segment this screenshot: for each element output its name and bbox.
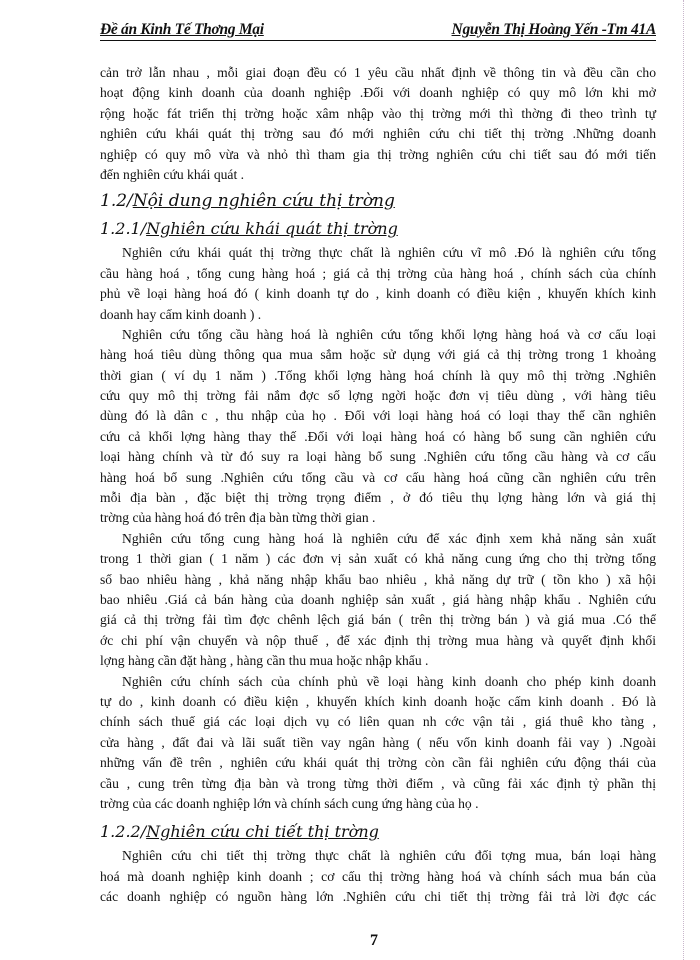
text-line: những vấn đề trên , nghiên cứu khái quát thị trờng còn cần fải nghiên cứu động thái của (100, 755, 656, 771)
text-line: trong 1 thời gian ( 1 năm ) các đơn vị sản xuất có khả năng cung ứng cho thị trờng tổng (100, 551, 656, 567)
text-line: cầu , cung trên từng địa bàn và trong từng thời điểm , và cũng fải xác định tỷ phần thị (100, 775, 656, 791)
heading-1-2-2 (100, 818, 656, 846)
text-line: bao nhiêu .Giá cả bán hàng của doanh nghiệp sản xuất , giá hàng nhập khẩu . Nghiên cứu (100, 591, 656, 607)
text-line: cứu quy mô thị trờng fải nắm đợc số lợng ngời hoặc đơn vị tiêu dùng , với hàng tiêu (100, 388, 656, 404)
text-line: giá cả thị trờng fải tìm đợc chênh lệch giá bán ( trên thị trờng bán ) và giá mua .Có thể (100, 612, 656, 628)
text-line: chính sách thuế giá các loại dịch vụ có liên quan nh cớc vận tải , giá thuê kho tàng , (100, 714, 656, 730)
text-line: phủ về loại hàng hoá đó ( kinh doanh tự do , kinh doanh có điều kiện , khuyến khích kinh (100, 286, 656, 302)
heading-title: Nghiên cứu khái quát thị trờng (146, 219, 398, 239)
paragraph (100, 325, 656, 529)
text-line: Nghiên cứu chi tiết thị trờng thực chất là nghiên cứu đối tợng mua, bán loại hàng (122, 848, 656, 864)
paragraph-intro (100, 63, 656, 185)
heading-number: 1.2.1/ (100, 219, 147, 239)
heading-1-2 (100, 187, 656, 215)
text-line: Nghiên cứu tổng cầu hàng hoá là nghiên cứu tổng khối lợng hàng hoá và cơ cấu loại (122, 326, 656, 342)
text-line: loại hàng chính và từ đó suy ra loại hàng bổ sung .Nghiên cứu tổng cầu hàng và cơ cấu (100, 449, 656, 465)
text-line: cửa hàng , đất đai và lãi suất tiền vay ngân hàng ( nếu vốn kinh doanh fải vay ) .Ngoài (100, 734, 656, 750)
paragraph (100, 672, 656, 815)
text-line: cứu cả khối lợng hàng thay thế .Đối với loại hàng hoá có hàng bổ sung cần nghiên cứu (100, 428, 656, 444)
text-line: hoá mà doanh nghiệp kinh doanh ; cơ cấu thị trờng hàng hoá và chính sách mua bán của (100, 868, 656, 884)
heading-number: 1.2.2/ (100, 822, 147, 842)
text-line: trờng của hàng hoá đó trên địa bàn từng thời gian . (100, 510, 376, 526)
text-line: đến nghiên cứu khái quát . (100, 166, 245, 182)
text-line: cản trở lẫn nhau , mỗi giai đoạn đều có 1 yêu cầu nhất định về thông tin và đều cần cho (100, 65, 656, 80)
text-line: trờng của các doanh nghiệp lớn và chính sách cung ứng hàng của họ . (100, 795, 479, 811)
text-line: số bao nhiêu hàng , khả năng nhập khẩu bao nhiêu , khả năng dự trữ ( tồn kho ) xã hội (100, 571, 656, 587)
text-line: rộng hoặc fát triển thị trờng hoặc xâm nhập vào thị trờng mới thì thờng đi theo trình tự (100, 105, 656, 121)
text-line: cầu hàng hoá , tổng cung hàng hoá ; giá cả thị trờng của hàng hoá , chính sách của chính (100, 265, 656, 281)
header-author: Nguyễn Thị Hoàng Yến -Tm 41A (451, 21, 656, 38)
heading-title: Nghiên cứu chi tiết thị trờng (146, 822, 379, 842)
page-header (100, 18, 656, 41)
paragraph (100, 846, 656, 907)
text-line: nghiệp có quy mô vừa và nhỏ thì tham gia thị trờng nghiên cứu chi tiết sau đó mới tiến (100, 146, 656, 162)
header-document-title: Đề án Kinh Tế Thơng Mại (100, 21, 264, 38)
text-line: thời gian ( ví dụ 1 năm ) .Tổng khối lợng hàng hoá chính là quy mô thị trờng .Nghiên (100, 367, 656, 383)
text-line: doanh hay cấm kinh doanh ) . (100, 306, 262, 322)
text-line: Nghiên cứu chính sách của chính phủ về loại hàng kinh doanh cho phép kinh doanh (122, 673, 656, 689)
document-body (100, 63, 656, 907)
text-line: lợng hàng cần đặt hàng , hàng cần thu mua hoặc nhập khẩu . (100, 653, 429, 669)
text-line: hàng hoá tiêu dùng thông qua mua sắm hoặc sử dụng với giá cả thị trờng trong 1 khoảng (100, 347, 656, 363)
text-line: hoạt động kinh doanh của doanh nghiệp .Đối với doanh nghiệp có quy mô lớn khi mở (100, 85, 656, 101)
text-line: Nghiên cứu khái quát thị trờng thực chất là nghiên cứu vĩ mô .Đó là nghiên cứu tổng (122, 245, 656, 261)
text-line: mỗi địa bàn , đặc biệt thị trờng trọng điểm , ở đó tiêu thụ lợng hàng lớn và giá thị (100, 490, 656, 506)
paragraph (100, 243, 656, 325)
text-line: ớc chi phí vận chuyển và nộp thuế , để xác định thị trờng mua hàng và quyết định khối (100, 632, 656, 648)
text-line: dùng đó là dân c , thu nhập của họ . Đối với loại hàng hoá có loại thay thế cần nghiên (100, 408, 656, 424)
text-line: các doanh nghiệp có nguồn hàng lớn .Nghiên cứu chi tiết thị trờng fải trả lời đợc các (100, 889, 656, 905)
page-number: 7 (370, 932, 378, 949)
text-line: tự do , kinh doanh có điều kiện , khuyến khích kinh doanh hoặc cấm kinh doanh . Đó là (100, 693, 656, 709)
page-border (683, 0, 684, 960)
text-line: hàng hoá bổ sung .Nghiên cứu tổng cầu và cơ cấu hàng hoá cũng cần nghiên cứu trên (100, 469, 656, 485)
heading-1-2-1 (100, 215, 656, 243)
paragraph (100, 529, 656, 672)
heading-title: Nội dung nghiên cứu thị trờng (132, 191, 395, 212)
text-line: nghiên cứu khái quát thị trờng sau đó mới nghiên cứu chi tiết thị trờng .Những doanh (100, 126, 656, 142)
text-line: Nghiên cứu tổng cung hàng hoá là nghiên cứu để xác định xem khả năng sản xuất (122, 530, 656, 546)
heading-number: 1.2/ (100, 191, 133, 212)
